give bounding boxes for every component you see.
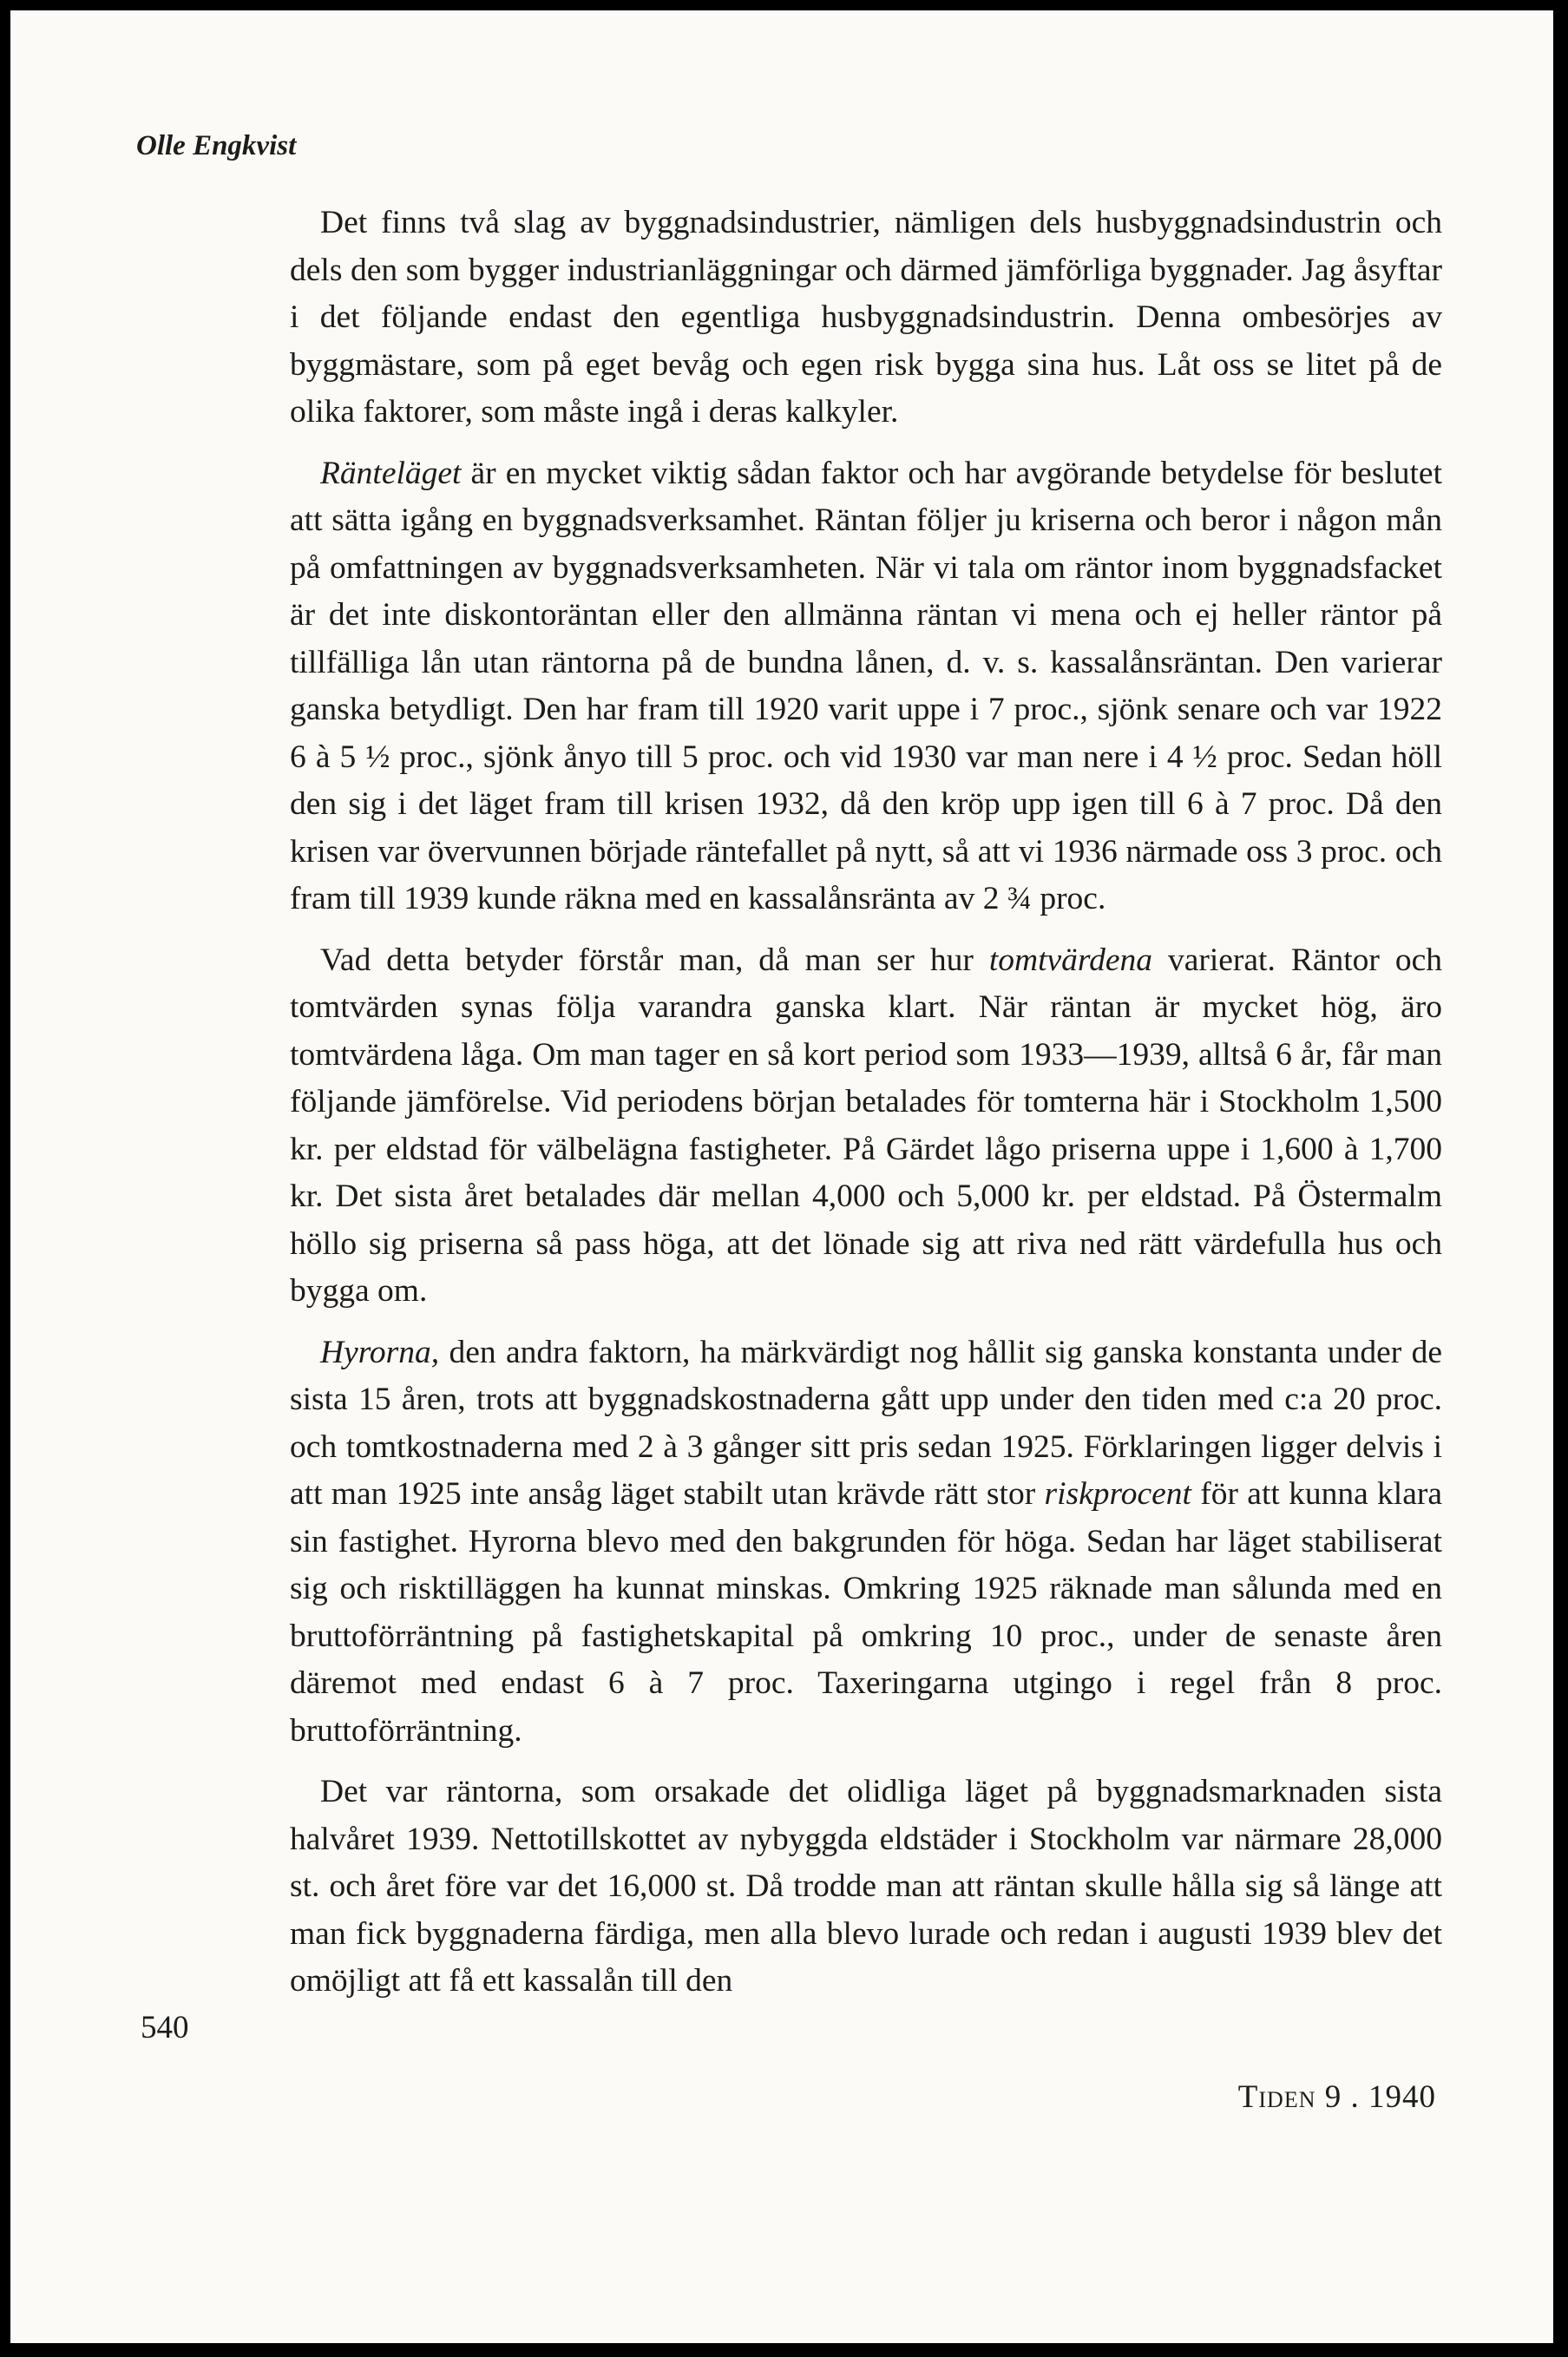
- page-number: 540: [141, 2010, 189, 2045]
- paragraph-lead-term: Ränteläget: [320, 455, 462, 491]
- paragraph-text: varierat. Räntor och tomtvärden synas följa varandra ganska klart. När räntan är mycket hög, äro tomtvärdena låga. Om man tager en så kort period som 1933—1939, alltså 6 år, får man följande jämförelse. Vid periodens början betalades för tomterna här i Stockholm 1,500 kr. per eldstad för välbelägna fastigheter. På Gärdet lågo priserna uppe i 1,600 à 1,700 kr. Det sista året betalades där mellan 4,000 och 5,000 kr. per eldstad. På Östermalm höllo sig priserna så pass höga, att det lönade sig att riva ned rätt värdefulla hus och bygga om.: [290, 942, 1442, 1309]
- journal-footer: [1238, 2078, 1436, 2116]
- paragraph-hyrorna: [290, 1330, 1442, 1756]
- paragraph-emphasis: tomtvärdena: [988, 942, 1153, 978]
- paragraph-tomtvarden: [290, 937, 1442, 1316]
- journal-issue: 9 . 1940: [1324, 2079, 1436, 2115]
- running-header-author: Olle Engkvist: [136, 130, 297, 161]
- article-body: [290, 200, 1442, 2019]
- paragraph-emphasis: riskprocent: [1044, 1476, 1191, 1512]
- journal-name: Tiden: [1237, 2079, 1316, 2115]
- paragraph-text: Vad detta betyder förstår man, då man ser hur: [320, 942, 989, 978]
- paragraph-text: den andra faktorn, ha märkvärdigt nog hållit sig ganska konstanta under de sista 15 åren, trots att byggnadskostnaderna gått upp under den tiden med c:a 20 proc. och tomtkostnaderna med 2 à 3 gånger sitt pris sedan 1925. Förklaringen ligger delvis i att man 1925 inte ansåg läget stabilt utan krävde rätt stor: [290, 1334, 1442, 1512]
- paragraph-rantelaget: [290, 450, 1442, 923]
- paragraph-lead-term: Hyrorna,: [320, 1334, 440, 1370]
- paragraph-intro: [290, 200, 1442, 437]
- page-sheet: [10, 10, 1553, 2343]
- paragraph-text: Det finns två slag av byggnadsindustrier, nämligen dels husbyggnadsindustrin och dels den som bygger industrianläggningar och därmed jämförliga byggnader. Jag åsyftar i det följande endast den egentliga husbyggnadsindustrin. Denna ombesörjes av byggmästare, som på eget bevåg och egen risk bygga sina hus. Låt oss se litet på de olika faktorer, som måste ingå i deras kalkyler.: [290, 205, 1442, 430]
- paragraph-text: är en mycket viktig sådan faktor och har avgörande betydelse för beslutet att sätta igång en byggnadsverksamhet. Räntan följer ju kriserna och beror i någon mån på omfattningen av byggnadsverksamheten. När vi tala om räntor inom byggnadsfacket är det inte diskontoräntan eller den allmänna räntan vi mena och ej heller räntor på tillfälliga lån utan räntorna på de bundna lånen, d. v. s. kassalånsräntan. Den varierar ganska betydligt. Den har fram till 1920 varit uppe i 7 proc., sjönk senare och var 1922 6 à 5 ½ proc., sjönk ånyo till 5 proc. och vid 1930 var man nere i 4 ½ proc. Sedan höll den sig i det läget fram till krisen 1932, då den kröp upp igen till 6 à 7 proc. Då den krisen var övervunnen började räntefallet på nytt, så att vi 1936 närmade oss 3 proc. och fram till 1939 kunde räkna med en kassalånsränta av 2 ¾ proc.: [290, 455, 1442, 916]
- paragraph-rantorna: [290, 1769, 1442, 2006]
- paragraph-text: för att kunna klara sin fastighet. Hyrorna blevo med den bakgrunden för höga. Sedan har läget stabiliserat sig och risktilläggen ha kunnat minskas. Omkring 1925 räknade man sålunda med en bruttoförräntning på fastighetskapital på omkring 10 proc., under de senaste åren däremot med endast 6 à 7 proc. Taxeringarna utgingo i regel från 8 proc. bruttoförräntning.: [290, 1476, 1443, 1749]
- paragraph-text: Det var räntorna, som orsakade det olidliga läget på byggnadsmarknaden sista halvåret 1939. Nettotillskottet av nybyggda eldstäder i Stockholm var närmare 28,000 st. och året före var det 16,000 st. Då trodde man att räntan skulle hålla sig så länge att man fick byggnaderna färdiga, men alla blevo lurade och redan i augusti 1939 blev det omöjligt att få ett kassalån till den: [290, 1774, 1442, 1999]
